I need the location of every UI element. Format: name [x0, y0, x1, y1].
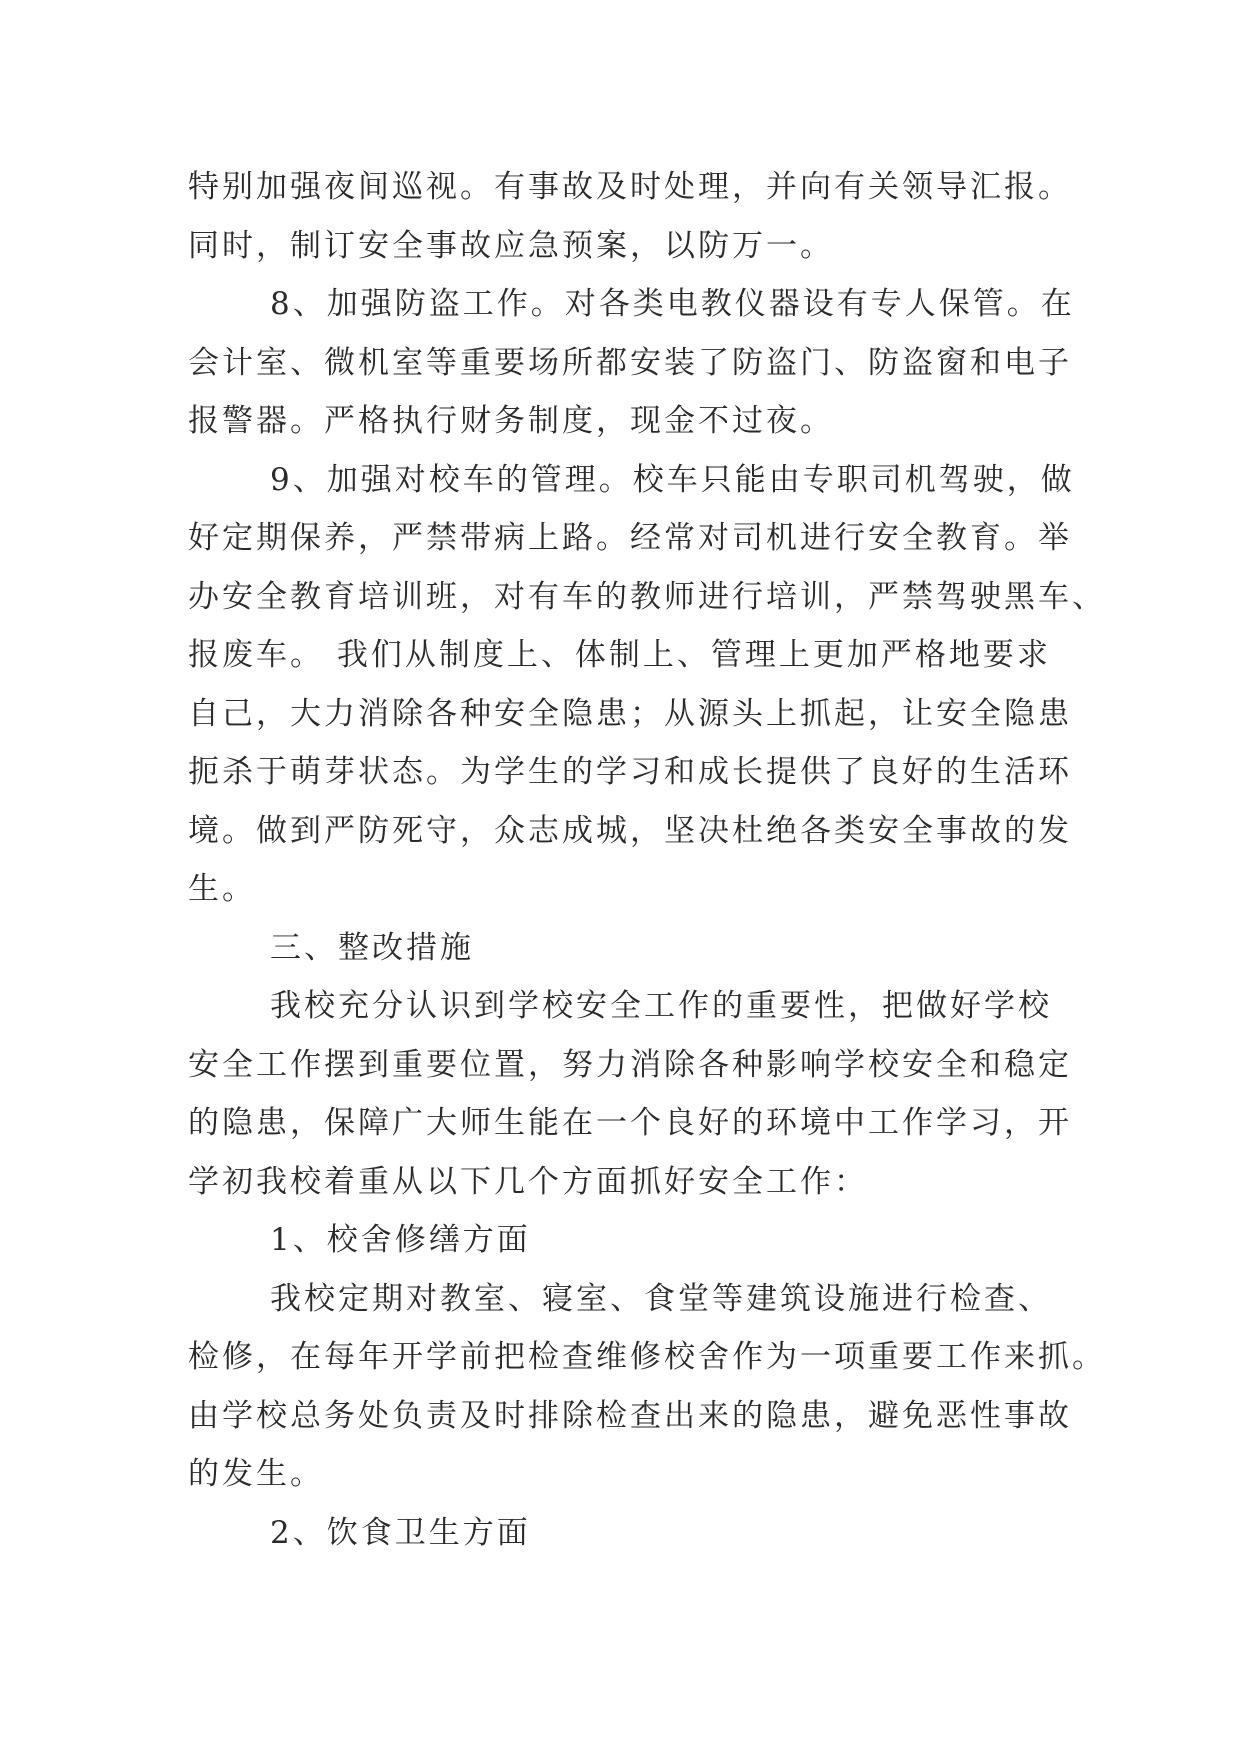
text-line: 会计室、微机室等重要场所都安装了防盗门、防盗窗和电子: [188, 344, 1072, 381]
section-heading: 三、整改措施: [270, 929, 474, 966]
text-line: 生。: [188, 871, 256, 907]
text-line: 的隐患，保障广大师生能在一个良好的环境中工作学习，开: [188, 1105, 1072, 1141]
text-line: 自己，大力消除各种安全隐患；从源头上抓起，让安全隐患: [188, 695, 1072, 732]
text-line: 特别加强夜间巡视。有事故及时处理，并向有关领导汇报。: [188, 169, 1072, 205]
document-body: [188, 158, 1106, 1562]
text-line: 8、加强防盗工作。对各类电教仪器设有专人保管。在: [270, 286, 1075, 322]
text-line: 学初我校着重从以下几个方面抓好安全工作：: [188, 1163, 868, 1200]
text-line: 我校定期对教室、寝室、食堂等建筑设施进行检查、: [270, 1280, 1052, 1317]
text-line: 报废车。 我们从制度上、体制上、管理上更加严格地要求: [188, 637, 1051, 673]
text-line: 9、加强对校车的管理。校车只能由专职司机驾驶，做: [270, 461, 1075, 498]
text-line: 办安全教育培训班，对有车的教师进行培训，严禁驾驶黑车、: [188, 578, 1106, 615]
text-line: 报警器。严格执行财务制度，现金不过夜。: [188, 403, 834, 439]
text-line: 境。做到严防死守，众志成城，坚决杜绝各类安全事故的发: [188, 812, 1072, 849]
text-line: 由学校总务处负责及时排除检查出来的隐患，避免恶性事故: [188, 1397, 1072, 1434]
text-line: 安全工作摆到重要位置，努力消除各种影响学校安全和稳定: [188, 1046, 1072, 1083]
text-line: 好定期保养，严禁带病上路。经常对司机进行安全教育。举: [188, 520, 1072, 556]
text-line: 同时，制订安全事故应急预案，以防万一。: [188, 227, 834, 264]
subsection-heading: 2、饮食卫生方面: [270, 1514, 531, 1551]
text-line: 我校充分认识到学校安全工作的重要性，把做好学校: [270, 988, 1052, 1024]
text-line: 的发生。: [188, 1456, 324, 1492]
subsection-heading: 1、校舍修缮方面: [270, 1222, 531, 1258]
text-line: 扼杀于萌芽状态。为学生的学习和成长提供了良好的生活环: [188, 754, 1072, 790]
text-line: 检修，在每年开学前把检查维修校舍作为一项重要工作来抓。: [188, 1339, 1106, 1375]
